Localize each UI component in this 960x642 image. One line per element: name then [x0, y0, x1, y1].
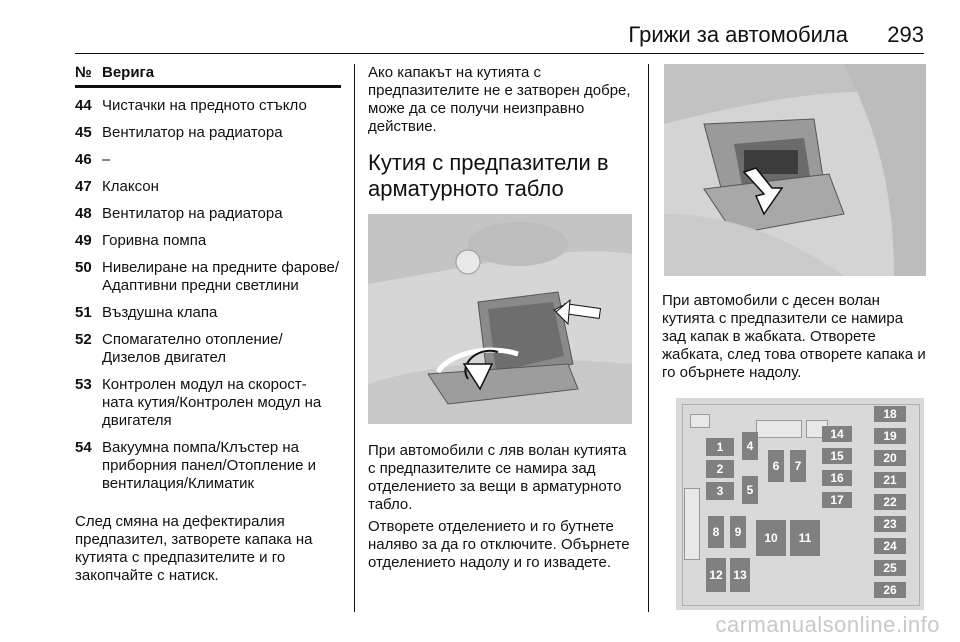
row-number: 51 — [75, 304, 92, 321]
row-text: Горивна помпа — [102, 232, 207, 249]
glovebox-rhd-illustration — [664, 64, 926, 276]
row-text: Въздушна клапа — [102, 304, 218, 321]
fuse-17: 17 — [822, 492, 852, 508]
fuse-6: 6 — [768, 450, 784, 482]
caption-remove: Отворете отделението и го бутнете наляво за да го отключите. Обърнете отделението надолу и го извадете. — [368, 518, 630, 571]
row-text: Спомагателно отопление/ Дизелов двигател — [102, 331, 283, 366]
table-row — [75, 124, 341, 142]
header-circuit: Верига — [102, 64, 155, 81]
row-text: – — [102, 151, 111, 168]
body-paragraph: След смяна на дефектиралия предпазител, затворете капака на кутията с предпазителите и го закопчайте с натиск. — [75, 513, 313, 584]
caption-rhd: При автомобили с десен волан кутията с предпазители се намира зад капак в жабката. Отворете жабката, след това отворете капака и го обърнете надолу. — [662, 292, 926, 381]
fuse-15: 15 — [822, 448, 852, 464]
table-header — [75, 64, 341, 88]
fuse-11: 11 — [790, 520, 820, 556]
table-row — [75, 304, 341, 322]
table-row — [75, 232, 341, 250]
header-number: № — [75, 64, 92, 81]
text-column-3 — [662, 64, 928, 610]
row-number: 53 — [75, 376, 92, 393]
row-text: Нивелиране на предните фарове/Адаптивни предни светлини — [102, 259, 340, 294]
fuse-14: 14 — [822, 426, 852, 442]
empty-slot — [690, 414, 710, 428]
fuse-8: 8 — [708, 516, 724, 548]
row-text: Вакуумна помпа/Клъстер на приборния панел/Отопление и вентилация/Климатик — [102, 439, 317, 492]
row-number: 44 — [75, 97, 92, 114]
row-text: Контролен модул на скорост- ната кутия/Контролен модул на двигателя — [102, 376, 322, 429]
row-text: Клаксон — [102, 178, 159, 195]
fuse-3: 3 — [706, 482, 734, 500]
table-row — [75, 205, 341, 223]
table-row — [75, 259, 341, 295]
fuse-circuit-table — [75, 64, 341, 585]
page-number: 293 — [887, 22, 924, 47]
fuse-16: 16 — [822, 470, 852, 486]
row-text: Чистачки на предното стъкло — [102, 97, 307, 114]
intro-paragraph: Ако капакът на кутията с предпазителите не е затворен добре, може да се получи неизправно действие. — [368, 64, 631, 135]
watermark: carmanualsonline.info — [715, 612, 940, 637]
fuse-2: 2 — [706, 460, 734, 478]
table-row — [75, 151, 341, 169]
row-text: Вентилатор на радиатора — [102, 205, 283, 222]
table-row — [75, 439, 341, 493]
row-number: 49 — [75, 232, 92, 249]
row-number: 47 — [75, 178, 92, 195]
row-number: 54 — [75, 439, 92, 456]
row-number: 45 — [75, 124, 92, 141]
row-number: 48 — [75, 205, 92, 222]
row-number: 50 — [75, 259, 92, 276]
fuse-box-diagram — [676, 398, 924, 610]
fuse-9: 9 — [730, 516, 746, 548]
empty-slot — [684, 488, 700, 560]
header-rule — [75, 53, 924, 54]
table-row — [75, 331, 341, 367]
fuse-26: 26 — [874, 582, 906, 598]
text-column-2 — [368, 64, 636, 572]
fuse-10: 10 — [756, 520, 786, 556]
fuse-22: 22 — [874, 494, 906, 510]
empty-slot — [756, 420, 802, 438]
table-row — [75, 97, 341, 115]
table-row — [75, 178, 341, 196]
row-number: 46 — [75, 151, 92, 168]
fuse-24: 24 — [874, 538, 906, 554]
fuse-13: 13 — [730, 558, 750, 592]
fuse-7: 7 — [790, 450, 806, 482]
glovebox-lhd-illustration — [368, 214, 632, 424]
row-text: Вентилатор на радиатора — [102, 124, 283, 141]
fuse-19: 19 — [874, 428, 906, 444]
fuse-18: 18 — [874, 406, 906, 422]
section-heading: Кутия с предпазители в арматурното табло — [368, 150, 609, 201]
column-divider-1 — [354, 64, 355, 612]
fuse-25: 25 — [874, 560, 906, 576]
column-divider-2 — [648, 64, 649, 612]
caption-lhd: При автомобили с ляв волан кутията с предпазителите се намира зад отделението за вещи в арматурното табло. — [368, 442, 627, 513]
row-number: 52 — [75, 331, 92, 348]
fuse-20: 20 — [874, 450, 906, 466]
fuse-23: 23 — [874, 516, 906, 532]
fuse-4: 4 — [742, 432, 758, 460]
fuse-12: 12 — [706, 558, 726, 592]
page-header-title: Грижи за автомобила — [628, 22, 848, 47]
fuse-5: 5 — [742, 476, 758, 504]
table-row — [75, 376, 341, 430]
fuse-21: 21 — [874, 472, 906, 488]
fuse-1: 1 — [706, 438, 734, 456]
